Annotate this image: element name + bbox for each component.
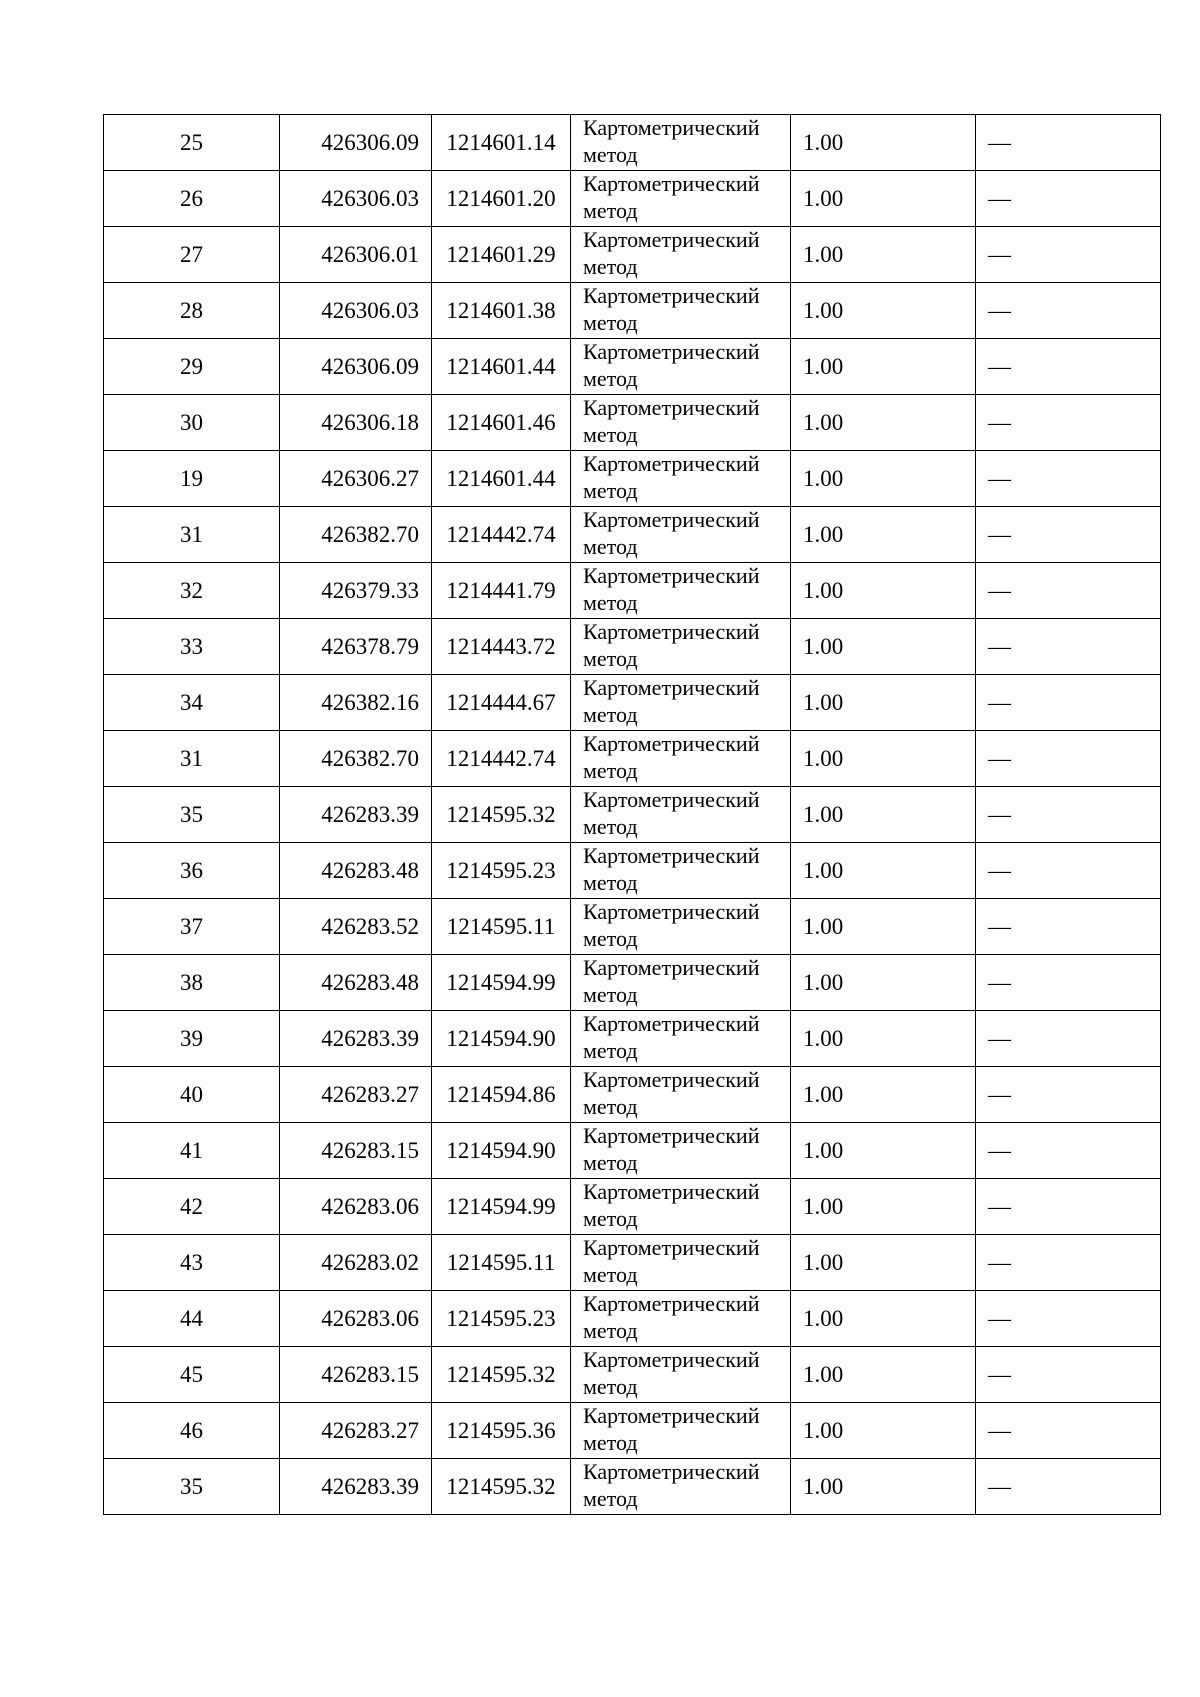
point-number-cell: 39 (104, 1011, 280, 1067)
y-coordinate-cell: 1214442.74 (432, 507, 571, 563)
description-cell: — (976, 787, 1161, 843)
x-coordinate-cell: 426306.27 (280, 451, 432, 507)
method-cell (571, 115, 791, 171)
description-cell: — (976, 283, 1161, 339)
accuracy-cell: 1.00 (791, 451, 976, 507)
accuracy-cell: 1.00 (791, 675, 976, 731)
accuracy-cell: 1.00 (791, 1235, 976, 1291)
table-row (104, 1235, 1161, 1291)
y-coordinate-cell: 1214601.20 (432, 171, 571, 227)
y-coordinate-cell: 1214595.11 (432, 899, 571, 955)
method-cell (571, 787, 791, 843)
point-number-cell: 43 (104, 1235, 280, 1291)
x-coordinate-cell: 426283.39 (280, 787, 432, 843)
method-label-line2: метод (583, 757, 638, 783)
method-label-line2: метод (583, 477, 638, 503)
table-row (104, 1123, 1161, 1179)
x-coordinate-cell: 426283.39 (280, 1459, 432, 1515)
description-cell: — (976, 1235, 1161, 1291)
method-cell (571, 1291, 791, 1347)
method-cell (571, 1347, 791, 1403)
table-row (104, 1067, 1161, 1123)
x-coordinate-cell: 426283.27 (280, 1067, 432, 1123)
accuracy-cell: 1.00 (791, 1403, 976, 1459)
table-row (104, 563, 1161, 619)
method-label-line1: Картометрический (583, 450, 760, 476)
method-cell (571, 1179, 791, 1235)
description-cell: — (976, 1011, 1161, 1067)
point-number-cell: 31 (104, 731, 280, 787)
table-row (104, 899, 1161, 955)
point-number-cell: 26 (104, 171, 280, 227)
point-number-cell: 40 (104, 1067, 280, 1123)
method-label-line2: метод (583, 1093, 638, 1119)
table-row (104, 619, 1161, 675)
y-coordinate-cell: 1214594.86 (432, 1067, 571, 1123)
method-label-line2: метод (583, 701, 638, 727)
description-cell: — (976, 1291, 1161, 1347)
table-row (104, 1403, 1161, 1459)
method-label-line1: Картометрический (583, 954, 760, 980)
method-label-line2: метод (583, 197, 638, 223)
accuracy-cell: 1.00 (791, 563, 976, 619)
point-number-cell: 42 (104, 1179, 280, 1235)
accuracy-cell: 1.00 (791, 171, 976, 227)
point-number-cell: 33 (104, 619, 280, 675)
table-row (104, 283, 1161, 339)
y-coordinate-cell: 1214444.67 (432, 675, 571, 731)
table-row (104, 1011, 1161, 1067)
description-cell: — (976, 451, 1161, 507)
x-coordinate-cell: 426306.09 (280, 115, 432, 171)
method-label-line1: Картометрический (583, 730, 760, 756)
method-label-line1: Картометрический (583, 394, 760, 420)
y-coordinate-cell: 1214601.44 (432, 451, 571, 507)
accuracy-cell: 1.00 (791, 339, 976, 395)
table-row (104, 115, 1161, 171)
method-label-line1: Картометрический (583, 842, 760, 868)
accuracy-cell: 1.00 (791, 843, 976, 899)
accuracy-cell: 1.00 (791, 731, 976, 787)
x-coordinate-cell: 426283.02 (280, 1235, 432, 1291)
method-cell (571, 395, 791, 451)
method-cell (571, 675, 791, 731)
method-label-line1: Картометрический (583, 1122, 760, 1148)
accuracy-cell: 1.00 (791, 899, 976, 955)
method-cell (571, 619, 791, 675)
table-row (104, 395, 1161, 451)
accuracy-cell: 1.00 (791, 395, 976, 451)
description-cell: — (976, 731, 1161, 787)
point-number-cell: 35 (104, 787, 280, 843)
method-label-line1: Картометрический (583, 1178, 760, 1204)
y-coordinate-cell: 1214595.32 (432, 1459, 571, 1515)
method-cell (571, 1235, 791, 1291)
description-cell: — (976, 339, 1161, 395)
method-cell (571, 1067, 791, 1123)
y-coordinate-cell: 1214601.29 (432, 227, 571, 283)
x-coordinate-cell: 426382.16 (280, 675, 432, 731)
y-coordinate-cell: 1214594.99 (432, 1179, 571, 1235)
method-label-line2: метод (583, 1149, 638, 1175)
method-label-line2: метод (583, 645, 638, 671)
method-label-line2: метод (583, 141, 638, 167)
method-cell (571, 1011, 791, 1067)
method-label-line1: Картометрический (583, 1458, 760, 1484)
table-row (104, 787, 1161, 843)
table-row (104, 955, 1161, 1011)
point-number-cell: 45 (104, 1347, 280, 1403)
x-coordinate-cell: 426283.48 (280, 955, 432, 1011)
point-number-cell: 37 (104, 899, 280, 955)
accuracy-cell: 1.00 (791, 787, 976, 843)
x-coordinate-cell: 426306.18 (280, 395, 432, 451)
description-cell: — (976, 675, 1161, 731)
table-row (104, 339, 1161, 395)
table-row (104, 451, 1161, 507)
y-coordinate-cell: 1214595.11 (432, 1235, 571, 1291)
accuracy-cell: 1.00 (791, 1347, 976, 1403)
point-number-cell: 35 (104, 1459, 280, 1515)
accuracy-cell: 1.00 (791, 283, 976, 339)
y-coordinate-cell: 1214601.46 (432, 395, 571, 451)
coordinates-table (103, 114, 1161, 1515)
method-label-line1: Картометрический (583, 338, 760, 364)
point-number-cell: 44 (104, 1291, 280, 1347)
method-label-line1: Картометрический (583, 282, 760, 308)
method-label-line1: Картометрический (583, 1066, 760, 1092)
method-cell (571, 1459, 791, 1515)
method-label-line2: метод (583, 1429, 638, 1455)
table-row (104, 731, 1161, 787)
table-row (104, 227, 1161, 283)
description-cell: — (976, 171, 1161, 227)
x-coordinate-cell: 426283.48 (280, 843, 432, 899)
accuracy-cell: 1.00 (791, 1291, 976, 1347)
accuracy-cell: 1.00 (791, 1011, 976, 1067)
x-coordinate-cell: 426283.27 (280, 1403, 432, 1459)
method-cell (571, 451, 791, 507)
accuracy-cell: 1.00 (791, 227, 976, 283)
y-coordinate-cell: 1214601.44 (432, 339, 571, 395)
method-cell (571, 563, 791, 619)
method-label-line1: Картометрический (583, 114, 760, 140)
table-row (104, 1179, 1161, 1235)
table-row (104, 675, 1161, 731)
method-label-line1: Картометрический (583, 506, 760, 532)
method-label-line1: Картометрический (583, 170, 760, 196)
point-number-cell: 41 (104, 1123, 280, 1179)
x-coordinate-cell: 426306.01 (280, 227, 432, 283)
method-label-line2: метод (583, 421, 638, 447)
method-cell (571, 1403, 791, 1459)
description-cell: — (976, 1459, 1161, 1515)
x-coordinate-cell: 426306.09 (280, 339, 432, 395)
x-coordinate-cell: 426283.15 (280, 1347, 432, 1403)
method-cell (571, 899, 791, 955)
method-label-line2: метод (583, 589, 638, 615)
y-coordinate-cell: 1214594.99 (432, 955, 571, 1011)
method-label-line2: метод (583, 981, 638, 1007)
y-coordinate-cell: 1214443.72 (432, 619, 571, 675)
method-label-line1: Картометрический (583, 1010, 760, 1036)
accuracy-cell: 1.00 (791, 1459, 976, 1515)
method-cell (571, 227, 791, 283)
table-row (104, 1347, 1161, 1403)
method-cell (571, 339, 791, 395)
y-coordinate-cell: 1214595.23 (432, 843, 571, 899)
x-coordinate-cell: 426382.70 (280, 731, 432, 787)
table-row (104, 171, 1161, 227)
point-number-cell: 36 (104, 843, 280, 899)
method-label-line1: Картометрический (583, 1346, 760, 1372)
description-cell: — (976, 115, 1161, 171)
accuracy-cell: 1.00 (791, 115, 976, 171)
accuracy-cell: 1.00 (791, 1067, 976, 1123)
y-coordinate-cell: 1214595.32 (432, 787, 571, 843)
y-coordinate-cell: 1214595.32 (432, 1347, 571, 1403)
table-row (104, 843, 1161, 899)
description-cell: — (976, 1067, 1161, 1123)
y-coordinate-cell: 1214595.23 (432, 1291, 571, 1347)
description-cell: — (976, 843, 1161, 899)
method-cell (571, 843, 791, 899)
accuracy-cell: 1.00 (791, 955, 976, 1011)
point-number-cell: 27 (104, 227, 280, 283)
method-label-line1: Картометрический (583, 1234, 760, 1260)
y-coordinate-cell: 1214601.38 (432, 283, 571, 339)
description-cell: — (976, 1123, 1161, 1179)
description-cell: — (976, 955, 1161, 1011)
method-label-line2: метод (583, 1373, 638, 1399)
method-label-line2: метод (583, 1317, 638, 1343)
x-coordinate-cell: 426378.79 (280, 619, 432, 675)
accuracy-cell: 1.00 (791, 1123, 976, 1179)
x-coordinate-cell: 426382.70 (280, 507, 432, 563)
point-number-cell: 31 (104, 507, 280, 563)
point-number-cell: 28 (104, 283, 280, 339)
y-coordinate-cell: 1214441.79 (432, 563, 571, 619)
method-label-line1: Картометрический (583, 786, 760, 812)
method-cell (571, 1123, 791, 1179)
description-cell: — (976, 563, 1161, 619)
method-label-line2: метод (583, 365, 638, 391)
description-cell: — (976, 619, 1161, 675)
method-cell (571, 507, 791, 563)
method-label-line1: Картометрический (583, 226, 760, 252)
method-label-line2: метод (583, 813, 638, 839)
method-cell (571, 955, 791, 1011)
x-coordinate-cell: 426283.06 (280, 1179, 432, 1235)
description-cell: — (976, 227, 1161, 283)
method-label-line2: метод (583, 869, 638, 895)
point-number-cell: 34 (104, 675, 280, 731)
y-coordinate-cell: 1214601.14 (432, 115, 571, 171)
method-label-line2: метод (583, 1261, 638, 1287)
point-number-cell: 46 (104, 1403, 280, 1459)
x-coordinate-cell: 426283.06 (280, 1291, 432, 1347)
method-label-line1: Картометрический (583, 562, 760, 588)
table-row (104, 1459, 1161, 1515)
description-cell: — (976, 899, 1161, 955)
method-label-line2: метод (583, 1485, 638, 1511)
method-label-line1: Картометрический (583, 674, 760, 700)
method-label-line2: метод (583, 1037, 638, 1063)
accuracy-cell: 1.00 (791, 1179, 976, 1235)
method-cell (571, 283, 791, 339)
y-coordinate-cell: 1214594.90 (432, 1011, 571, 1067)
method-label-line1: Картометрический (583, 1402, 760, 1428)
coordinates-table-body (104, 115, 1161, 1515)
y-coordinate-cell: 1214595.36 (432, 1403, 571, 1459)
point-number-cell: 29 (104, 339, 280, 395)
point-number-cell: 25 (104, 115, 280, 171)
description-cell: — (976, 395, 1161, 451)
point-number-cell: 32 (104, 563, 280, 619)
accuracy-cell: 1.00 (791, 619, 976, 675)
description-cell: — (976, 1403, 1161, 1459)
y-coordinate-cell: 1214594.90 (432, 1123, 571, 1179)
method-label-line2: метод (583, 309, 638, 335)
method-label-line2: метод (583, 253, 638, 279)
table-row (104, 1291, 1161, 1347)
method-label-line2: метод (583, 533, 638, 559)
table-row (104, 507, 1161, 563)
x-coordinate-cell: 426283.15 (280, 1123, 432, 1179)
point-number-cell: 38 (104, 955, 280, 1011)
x-coordinate-cell: 426306.03 (280, 283, 432, 339)
method-cell (571, 731, 791, 787)
x-coordinate-cell: 426283.39 (280, 1011, 432, 1067)
accuracy-cell: 1.00 (791, 507, 976, 563)
point-number-cell: 30 (104, 395, 280, 451)
method-label-line2: метод (583, 1205, 638, 1231)
method-label-line1: Картометрический (583, 1290, 760, 1316)
x-coordinate-cell: 426306.03 (280, 171, 432, 227)
x-coordinate-cell: 426283.52 (280, 899, 432, 955)
method-label-line1: Картометрический (583, 618, 760, 644)
point-number-cell: 19 (104, 451, 280, 507)
y-coordinate-cell: 1214442.74 (432, 731, 571, 787)
method-cell (571, 171, 791, 227)
method-label-line2: метод (583, 925, 638, 951)
method-label-line1: Картометрический (583, 898, 760, 924)
description-cell: — (976, 1347, 1161, 1403)
description-cell: — (976, 507, 1161, 563)
description-cell: — (976, 1179, 1161, 1235)
x-coordinate-cell: 426379.33 (280, 563, 432, 619)
